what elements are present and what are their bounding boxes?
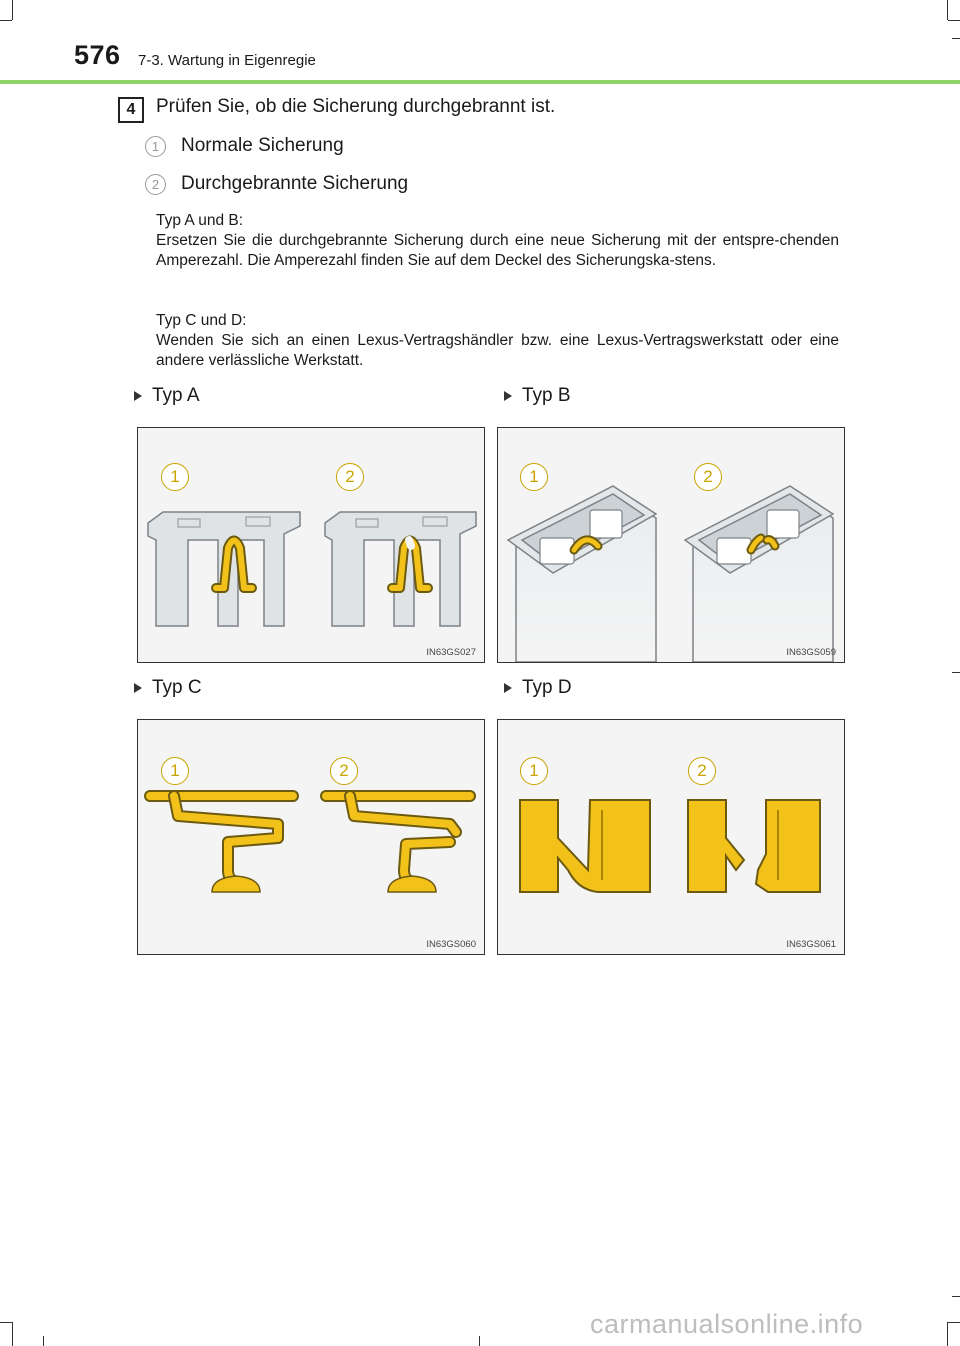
figure-code: IN63GS061	[786, 939, 836, 950]
note-cd-title: Typ C und D:	[156, 312, 247, 329]
crop-mark	[12, 1322, 13, 1346]
figure-code: IN63GS027	[426, 647, 476, 658]
item-normal-fuse: Normale Sicherung	[181, 135, 344, 156]
watermark: carmanualsonline.info	[590, 1309, 864, 1339]
figure-number: 1	[161, 757, 189, 785]
figure-label-b: Typ B	[504, 385, 571, 407]
note-ab-text: Ersetzen Sie die durchgebrannte Sicherung durch eine neue Sicherung mit der entspre-chenden Amperezahl. Die Amperezahl finden Sie auf dem Deckel des Sicherungska-stens.	[156, 232, 839, 269]
figure-typ-b	[497, 427, 845, 663]
crop-mark	[947, 1322, 948, 1346]
crop-mark	[948, 20, 960, 21]
page-number: 576	[74, 40, 121, 70]
section-title: 7-3. Wartung in Eigenregie	[138, 52, 316, 69]
figure-number: 2	[336, 463, 364, 491]
figure-code: IN63GS060	[426, 939, 476, 950]
figure-number: 1	[520, 757, 548, 785]
triangle-bullet-icon	[134, 683, 142, 693]
item-number: 1	[145, 136, 166, 157]
triangle-bullet-icon	[504, 683, 512, 693]
fuse-a-illustration	[138, 428, 484, 662]
step-number: 4	[118, 97, 144, 123]
triangle-bullet-icon	[134, 391, 142, 401]
crop-mark	[952, 672, 960, 673]
item-blown-fuse: Durchgebrannte Sicherung	[181, 173, 409, 194]
crop-mark	[952, 38, 960, 39]
figure-typ-d	[497, 719, 845, 955]
fuse-c-illustration	[138, 720, 484, 954]
crop-mark	[0, 1322, 12, 1323]
header-rule	[0, 80, 960, 84]
figure-number: 1	[520, 463, 548, 491]
item-number: 2	[145, 174, 166, 195]
figure-label-c: Typ C	[134, 677, 202, 699]
crop-mark	[0, 20, 12, 21]
note-ab	[156, 211, 839, 271]
figure-code: IN63GS059	[786, 647, 836, 658]
triangle-bullet-icon	[504, 391, 512, 401]
figure-typ-c	[137, 719, 485, 955]
fuse-d-illustration	[498, 720, 844, 954]
step-text: Prüfen Sie, ob die Sicherung durchgebrannt ist.	[156, 96, 556, 117]
crop-mark	[948, 1322, 960, 1323]
crop-mark	[12, 0, 13, 20]
figure-typ-a	[137, 427, 485, 663]
crop-mark	[43, 1336, 44, 1346]
fuse-b-illustration	[498, 428, 844, 662]
crop-mark	[952, 1296, 960, 1297]
crop-mark	[479, 1336, 480, 1346]
figure-number: 2	[688, 757, 716, 785]
figure-number: 2	[330, 757, 358, 785]
figure-number: 2	[694, 463, 722, 491]
note-ab-title: Typ A und B:	[156, 212, 244, 229]
figure-label-a: Typ A	[134, 385, 200, 407]
crop-mark	[947, 0, 948, 20]
note-cd	[156, 311, 839, 371]
note-cd-text: Wenden Sie sich an einen Lexus-Vertragshändler bzw. eine Lexus-Vertragswerkstatt oder eine andere verlässliche Werkstatt.	[156, 332, 839, 369]
figure-number: 1	[161, 463, 189, 491]
figure-label-d: Typ D	[504, 677, 572, 699]
